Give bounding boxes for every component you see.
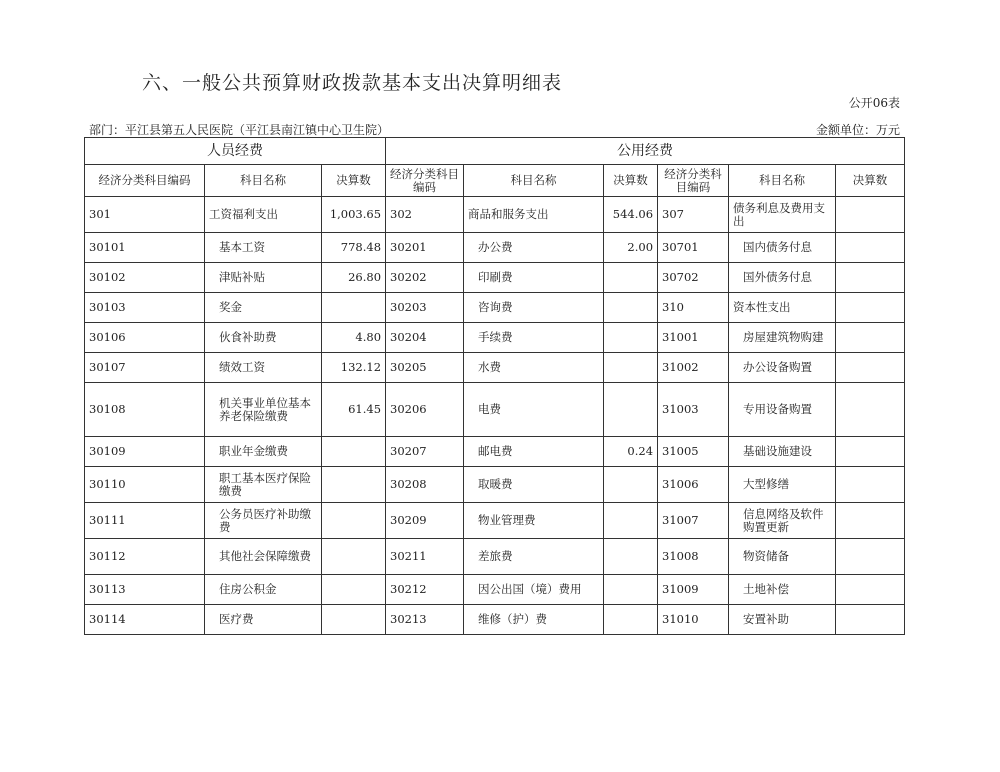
amount-cell [836, 293, 905, 323]
amount-cell [836, 467, 905, 503]
economic-code-cell: 30102 [85, 263, 205, 293]
amount-cell [322, 467, 386, 503]
economic-code-cell: 30201 [386, 233, 464, 263]
item-name-cell: 因公出国（境）费用 [464, 575, 604, 605]
economic-code-cell: 31002 [658, 353, 729, 383]
item-name-cell: 资本性支出 [729, 293, 836, 323]
amount-cell: 0.24 [604, 437, 658, 467]
amount-cell [604, 353, 658, 383]
item-name-cell: 取暖费 [464, 467, 604, 503]
amount-cell: 132.12 [322, 353, 386, 383]
table-row [85, 293, 905, 323]
item-name-cell: 住房公积金 [205, 575, 322, 605]
economic-code-cell: 307 [658, 197, 729, 233]
item-name-cell: 大型修缮 [729, 467, 836, 503]
economic-code-cell: 30702 [658, 263, 729, 293]
item-name-cell: 邮电费 [464, 437, 604, 467]
economic-code-cell: 302 [386, 197, 464, 233]
amount-cell [836, 539, 905, 575]
item-name-cell: 安置补助 [729, 605, 836, 635]
table-row [85, 263, 905, 293]
amount-cell [836, 383, 905, 437]
amount-cell: 4.80 [322, 323, 386, 353]
economic-code-cell: 31010 [658, 605, 729, 635]
amount-cell [836, 605, 905, 635]
economic-code-cell: 30109 [85, 437, 205, 467]
economic-code-cell: 30202 [386, 263, 464, 293]
economic-code-cell: 30101 [85, 233, 205, 263]
amount-cell: 26.80 [322, 263, 386, 293]
economic-code-cell: 30112 [85, 539, 205, 575]
department-label: 部门：平江县第五人民医院（平江县南江镇中心卫生院） [89, 123, 390, 137]
table-row [85, 323, 905, 353]
item-name-cell: 国内债务付息 [729, 233, 836, 263]
item-name-cell: 公务员医疗补助缴费 [205, 503, 322, 539]
item-name-cell: 电费 [464, 383, 604, 437]
column-header-name: 科目名称 [464, 165, 604, 197]
table-row [85, 503, 905, 539]
item-name-cell: 物资储备 [729, 539, 836, 575]
amount-cell [604, 605, 658, 635]
amount-cell [836, 437, 905, 467]
amount-cell [604, 293, 658, 323]
amount-cell [322, 437, 386, 467]
item-name-cell: 奖金 [205, 293, 322, 323]
table-row [85, 197, 905, 233]
economic-code-cell: 31003 [658, 383, 729, 437]
economic-code-cell: 310 [658, 293, 729, 323]
item-name-cell: 维修（护）费 [464, 605, 604, 635]
amount-cell [604, 539, 658, 575]
item-name-cell: 信息网络及软件购置更新 [729, 503, 836, 539]
amount-cell: 2.00 [604, 233, 658, 263]
amount-cell [604, 467, 658, 503]
amount-cell [836, 323, 905, 353]
amount-cell [836, 263, 905, 293]
item-name-cell: 职工基本医疗保险缴费 [205, 467, 322, 503]
economic-code-cell: 30114 [85, 605, 205, 635]
amount-unit-label: 金额单位：万元 [815, 123, 900, 137]
amount-cell: 1,003.65 [322, 197, 386, 233]
economic-code-cell: 30108 [85, 383, 205, 437]
table-row [85, 437, 905, 467]
item-name-cell: 商品和服务支出 [464, 197, 604, 233]
item-name-cell: 差旅费 [464, 539, 604, 575]
economic-code-cell: 30701 [658, 233, 729, 263]
item-name-cell: 房屋建筑物购建 [729, 323, 836, 353]
item-name-cell: 国外债务付息 [729, 263, 836, 293]
item-name-cell: 伙食补助费 [205, 323, 322, 353]
column-header-code: 经济分类科目编码 [85, 165, 205, 197]
amount-cell: 544.06 [604, 197, 658, 233]
amount-cell: 61.45 [322, 383, 386, 437]
item-name-cell: 印刷费 [464, 263, 604, 293]
economic-code-cell: 30211 [386, 539, 464, 575]
economic-code-cell: 30205 [386, 353, 464, 383]
column-header-amount: 决算数 [604, 165, 658, 197]
item-name-cell: 专用设备购置 [729, 383, 836, 437]
economic-code-cell: 30113 [85, 575, 205, 605]
expenditure-table [84, 137, 905, 635]
economic-code-cell: 301 [85, 197, 205, 233]
economic-code-cell: 30206 [386, 383, 464, 437]
economic-code-cell: 30111 [85, 503, 205, 539]
amount-cell [322, 575, 386, 605]
table-row [85, 539, 905, 575]
amount-cell [836, 233, 905, 263]
economic-code-cell: 30209 [386, 503, 464, 539]
amount-cell [604, 383, 658, 437]
table-row [85, 467, 905, 503]
economic-code-cell: 30212 [386, 575, 464, 605]
economic-code-cell: 30110 [85, 467, 205, 503]
amount-cell [322, 503, 386, 539]
item-name-cell: 办公设备购置 [729, 353, 836, 383]
column-header-amount: 决算数 [322, 165, 386, 197]
item-name-cell: 津贴补贴 [205, 263, 322, 293]
item-name-cell: 工资福利支出 [205, 197, 322, 233]
item-name-cell: 绩效工资 [205, 353, 322, 383]
table-number: 公开06表 [848, 96, 900, 110]
item-name-cell: 职业年金缴费 [205, 437, 322, 467]
economic-code-cell: 30203 [386, 293, 464, 323]
amount-cell [322, 539, 386, 575]
column-header-code: 经济分类科目编码 [658, 165, 729, 197]
column-header-amount: 决算数 [836, 165, 905, 197]
item-name-cell: 水费 [464, 353, 604, 383]
economic-code-cell: 31007 [658, 503, 729, 539]
economic-code-cell: 31005 [658, 437, 729, 467]
item-name-cell: 土地补偿 [729, 575, 836, 605]
economic-code-cell: 31009 [658, 575, 729, 605]
table-row [85, 353, 905, 383]
economic-code-cell: 31006 [658, 467, 729, 503]
amount-cell [836, 575, 905, 605]
amount-cell [604, 323, 658, 353]
economic-code-cell: 30103 [85, 293, 205, 323]
item-name-cell: 物业管理费 [464, 503, 604, 539]
column-header-name: 科目名称 [205, 165, 322, 197]
amount-cell [322, 605, 386, 635]
item-name-cell: 债务利息及费用支出 [729, 197, 836, 233]
column-header-name: 科目名称 [729, 165, 836, 197]
amount-cell [836, 353, 905, 383]
economic-code-cell: 31001 [658, 323, 729, 353]
economic-code-cell: 30213 [386, 605, 464, 635]
economic-code-cell: 30204 [386, 323, 464, 353]
amount-cell: 778.48 [322, 233, 386, 263]
table-row [85, 233, 905, 263]
item-name-cell: 机关事业单位基本养老保险缴费 [205, 383, 322, 437]
economic-code-cell: 30207 [386, 437, 464, 467]
item-name-cell: 其他社会保障缴费 [205, 539, 322, 575]
group-header-public: 公用经费 [386, 138, 905, 165]
economic-code-cell: 30106 [85, 323, 205, 353]
item-name-cell: 手续费 [464, 323, 604, 353]
table-row [85, 575, 905, 605]
item-name-cell: 医疗费 [205, 605, 322, 635]
amount-cell [604, 263, 658, 293]
item-name-cell: 基础设施建设 [729, 437, 836, 467]
amount-cell [836, 503, 905, 539]
page-title: 六、一般公共预算财政拨款基本支出决算明细表 [142, 72, 563, 94]
table-row [85, 383, 905, 437]
column-header-code: 经济分类科目编码 [386, 165, 464, 197]
table-row [85, 605, 905, 635]
group-header-personnel: 人员经费 [85, 138, 386, 165]
amount-cell [604, 503, 658, 539]
item-name-cell: 基本工资 [205, 233, 322, 263]
amount-cell [604, 575, 658, 605]
economic-code-cell: 30208 [386, 467, 464, 503]
amount-cell [322, 293, 386, 323]
economic-code-cell: 31008 [658, 539, 729, 575]
amount-cell [836, 197, 905, 233]
item-name-cell: 办公费 [464, 233, 604, 263]
item-name-cell: 咨询费 [464, 293, 604, 323]
economic-code-cell: 30107 [85, 353, 205, 383]
